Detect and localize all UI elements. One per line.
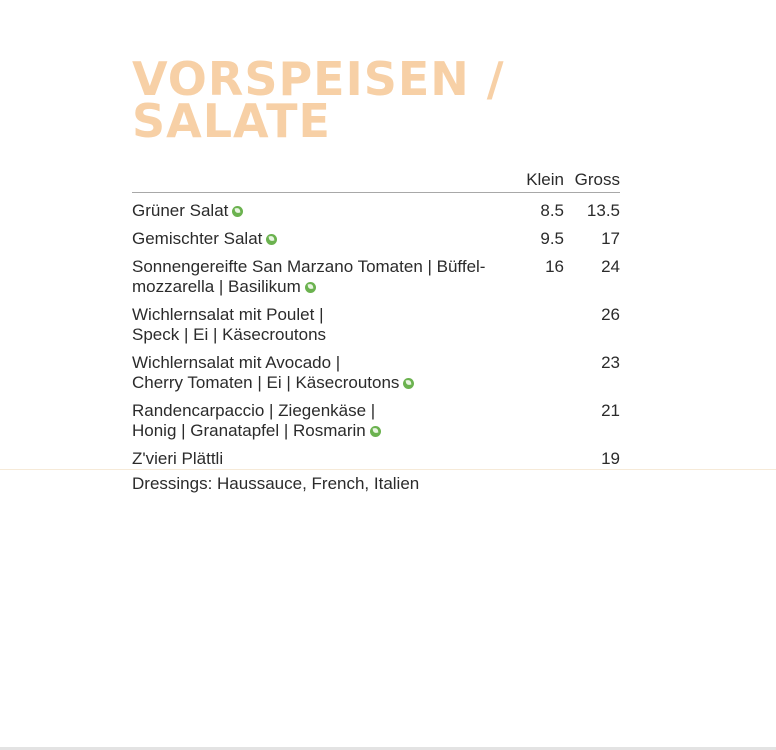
leaf-icon: [370, 426, 381, 437]
menu-item-wichlernsalat-poulet: [132, 305, 620, 345]
leaf-icon: [232, 206, 243, 217]
column-small-header: Klein: [526, 170, 564, 189]
title-line-1: VORSPEISEN /: [132, 52, 505, 106]
title-line-2: SALATE: [132, 94, 331, 148]
leaf-icon: [266, 234, 277, 245]
price-large: 17: [601, 229, 620, 248]
column-large-header: Gross: [574, 170, 620, 189]
item-name-line-1: Sonnengereifte San Marzano Tomaten | Büffel-: [132, 257, 486, 276]
menu-item-wichlernsalat-avocado: [132, 353, 620, 393]
menu-item-zvieri-plaettli: [132, 449, 620, 469]
page-title: [132, 52, 505, 148]
item-name: Z'vieri Plättli: [132, 449, 224, 468]
menu-item-gemischter-salat: [132, 229, 620, 249]
divider: [0, 469, 776, 470]
menu-header-row: [132, 168, 620, 193]
price-small: 9.5: [540, 229, 564, 248]
item-name: Gemischter Salat: [132, 229, 263, 248]
leaf-icon: [403, 378, 414, 389]
item-name-line-2: mozzarella | Basilikum: [132, 277, 301, 296]
item-name: Grüner Salat: [132, 201, 229, 220]
price-large: 19: [601, 449, 620, 468]
menu-table: [132, 168, 620, 469]
item-name-line-1: Wichlernsalat mit Avocado |: [132, 353, 341, 372]
price-large: 23: [601, 353, 620, 372]
item-name-line-1: Randencarpaccio | Ziegenkäse |: [132, 401, 376, 420]
price-large: 24: [601, 257, 620, 276]
item-name-line-2: Honig | Granatapfel | Rosmarin: [132, 421, 366, 440]
leaf-icon: [305, 282, 316, 293]
price-large: 13.5: [586, 201, 620, 220]
price-small: 16: [545, 257, 564, 276]
price-small: 8.5: [540, 201, 564, 220]
item-name-line-2: Cherry Tomaten | Ei | Käsecroutons: [132, 373, 400, 392]
item-name-line-1: Wichlernsalat mit Poulet |: [132, 305, 324, 324]
menu-item-gruener-salat: [132, 201, 620, 221]
item-name-line-2: Speck | Ei | Käsecroutons: [132, 325, 327, 344]
menu-item-randencarpaccio: [132, 401, 620, 441]
dressings-note: Dressings: Haussauce, French, Italien: [132, 474, 420, 493]
price-large: 21: [601, 401, 620, 420]
menu-item-tomaten-mozzarella: [132, 257, 620, 297]
price-large: 26: [601, 305, 620, 324]
